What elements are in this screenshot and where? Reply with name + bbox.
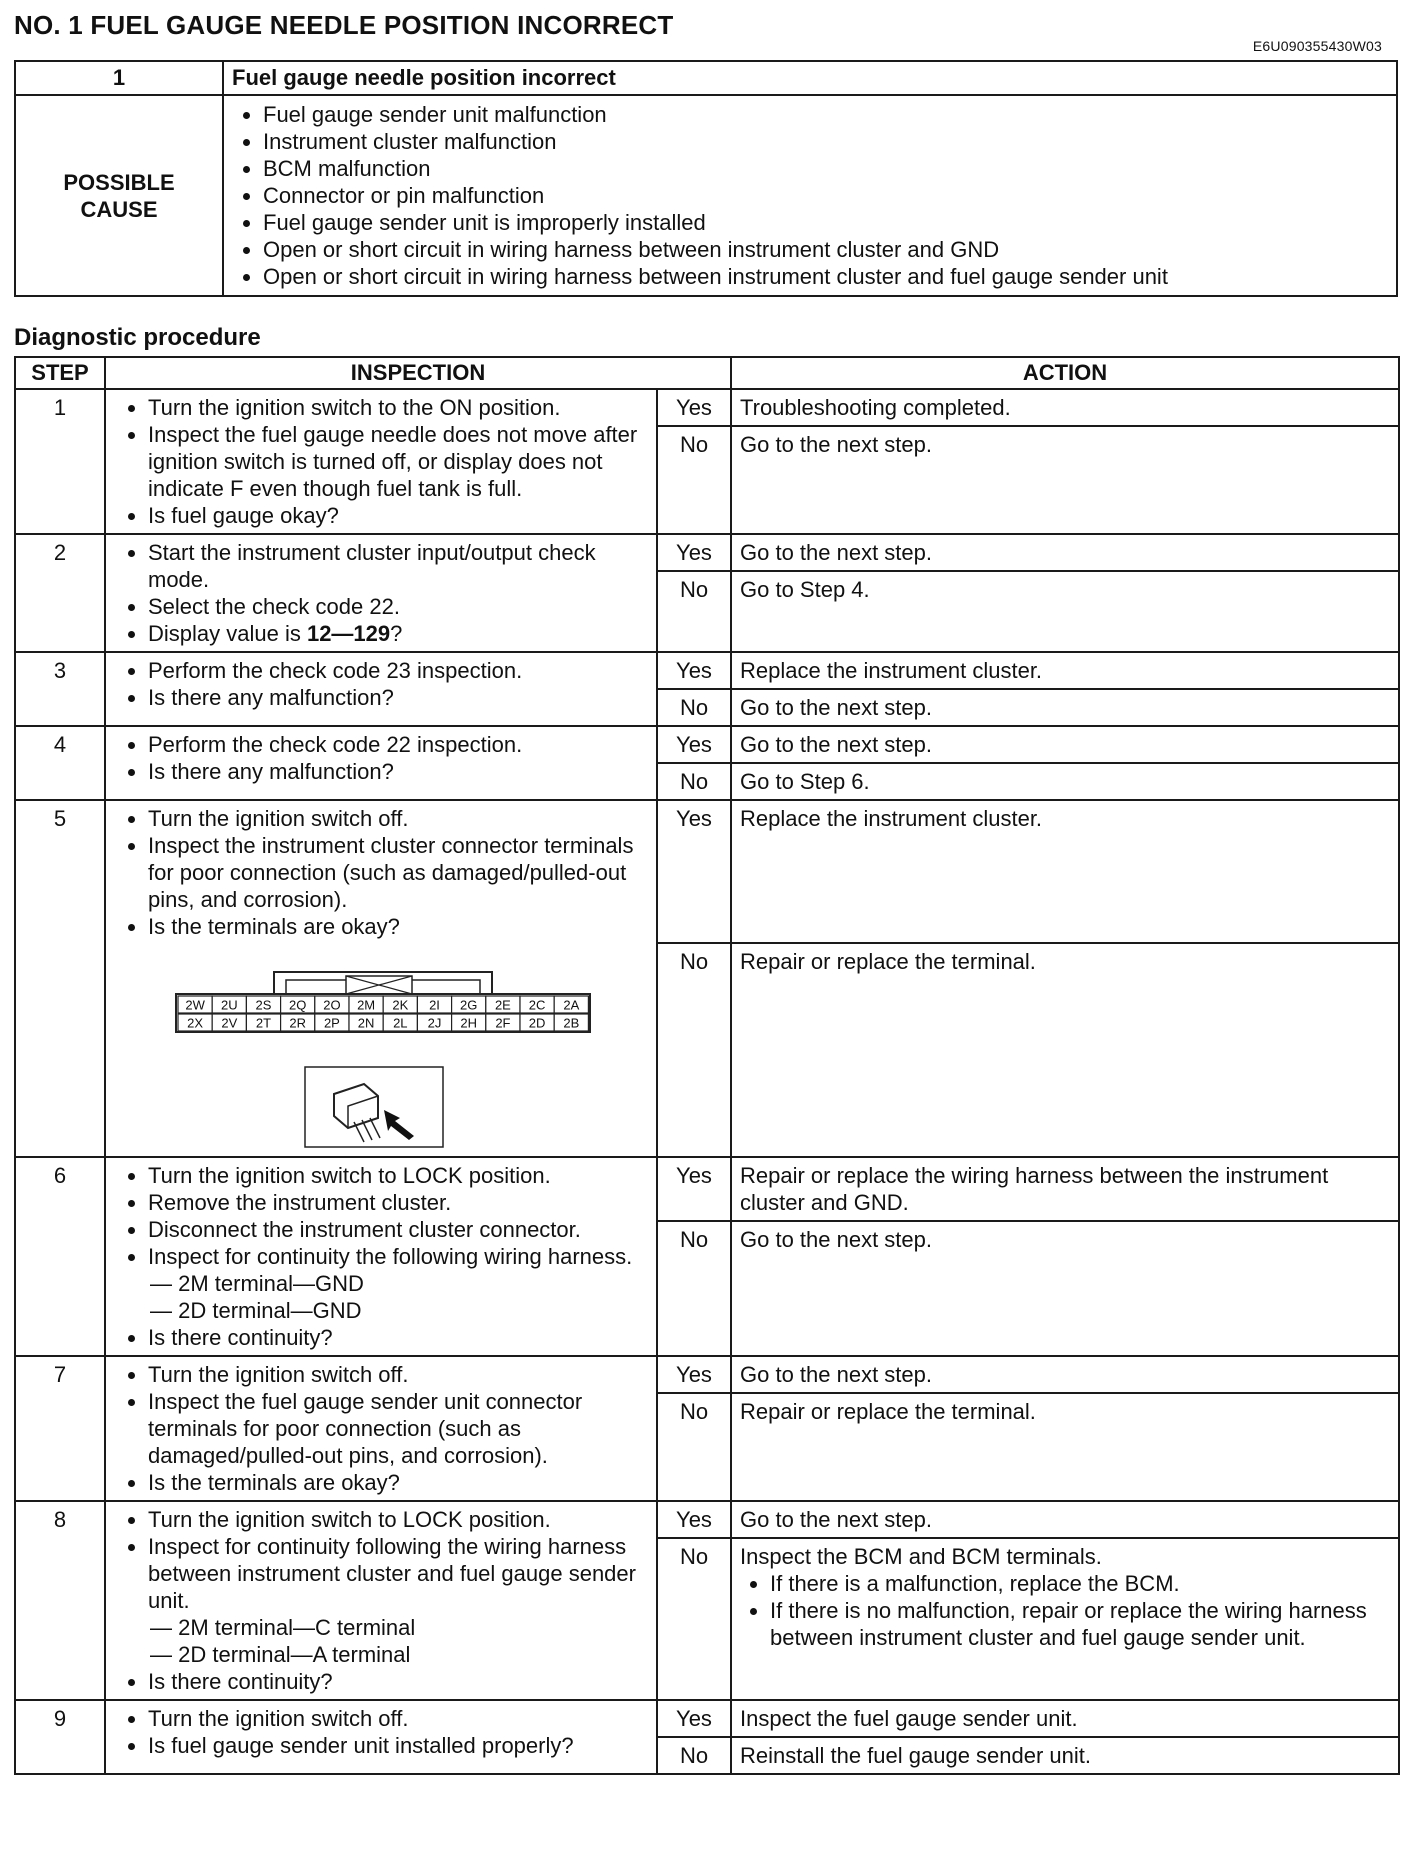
connector-pin-label: 2O bbox=[323, 997, 341, 1013]
step-inspection bbox=[105, 534, 657, 652]
connector-pin-label: 2E bbox=[494, 997, 511, 1013]
connector-pin-label: 2D bbox=[528, 1015, 546, 1031]
inspection-item: • Is the terminals are okay? bbox=[148, 1469, 650, 1496]
no-action: Go to Step 6. bbox=[731, 763, 1399, 800]
step-inspection bbox=[105, 1157, 657, 1356]
diagnostic-header-row bbox=[15, 357, 1399, 389]
possible-cause-item: • Instrument cluster malfunction bbox=[263, 128, 1395, 155]
connector-pin-label: 2R bbox=[289, 1015, 307, 1031]
trouble-title: Fuel gauge needle position incorrect bbox=[223, 61, 1397, 95]
connector-pin-label: 2F bbox=[495, 1015, 511, 1031]
inspection-item: • Is there continuity? bbox=[148, 1668, 650, 1695]
display-value-range: 12—129 bbox=[306, 621, 391, 646]
step-row bbox=[15, 1700, 1399, 1737]
inspection-item: • Remove the instrument cluster. bbox=[148, 1189, 650, 1216]
yes-action: Repair or replace the wiring harness between the instrument cluster and GND. bbox=[731, 1157, 1399, 1221]
connector-pin-label: 2X bbox=[187, 1015, 204, 1031]
yes-label: Yes bbox=[657, 1356, 731, 1393]
connector-pin-label: 2H bbox=[460, 1015, 478, 1031]
inspection-item: • Perform the check code 23 inspection. bbox=[148, 657, 650, 684]
inspection-item: • Turn the ignition switch off. bbox=[148, 1705, 650, 1732]
inspection-item bbox=[148, 620, 650, 647]
no-label: No bbox=[657, 1538, 731, 1700]
no-action-item: • If there is no malfunction, repair or replace the wiring harness between instrument cluster and fuel gauge sender unit. bbox=[770, 1597, 1390, 1651]
inspection-item: • Is there any malfunction? bbox=[148, 758, 650, 785]
yes-action: Inspect the fuel gauge sender unit. bbox=[731, 1700, 1399, 1737]
step-inspection bbox=[105, 1501, 657, 1700]
continuity-check-line: — 2D terminal—A terminal bbox=[150, 1642, 411, 1667]
possible-cause-row bbox=[15, 95, 1397, 296]
step-row bbox=[15, 1157, 1399, 1221]
step-inspection bbox=[105, 652, 657, 726]
document-page bbox=[14, 8, 1398, 1768]
inspection-header: INSPECTION bbox=[105, 357, 731, 389]
step-number: 5 bbox=[15, 800, 105, 1157]
no-label: No bbox=[657, 763, 731, 800]
yes-action: Go to the next step. bbox=[731, 1356, 1399, 1393]
yes-label: Yes bbox=[657, 800, 731, 943]
step-row bbox=[15, 389, 1399, 426]
yes-label: Yes bbox=[657, 726, 731, 763]
trouble-header-row bbox=[15, 61, 1397, 95]
no-action: Go to Step 4. bbox=[731, 571, 1399, 652]
inspection-item: • Start the instrument cluster input/output check mode. bbox=[148, 539, 650, 593]
yes-label: Yes bbox=[657, 389, 731, 426]
no-label: No bbox=[657, 426, 731, 534]
possible-cause-item: • Fuel gauge sender unit malfunction bbox=[263, 101, 1395, 128]
inspection-item: • Turn the ignition switch off. bbox=[148, 805, 650, 832]
yes-label: Yes bbox=[657, 1501, 731, 1538]
trouble-table bbox=[14, 60, 1398, 297]
no-label: No bbox=[657, 1221, 731, 1356]
step-row bbox=[15, 534, 1399, 571]
step-number: 8 bbox=[15, 1501, 105, 1700]
inspection-item: • Turn the ignition switch to LOCK position. bbox=[148, 1162, 650, 1189]
connector-pin-label: 2Q bbox=[289, 997, 307, 1013]
possible-cause-label bbox=[15, 95, 223, 296]
continuity-check-line: — 2M terminal—GND bbox=[150, 1271, 364, 1296]
yes-action: Replace the instrument cluster. bbox=[731, 652, 1399, 689]
connector-figure bbox=[174, 954, 650, 1148]
inspection-item: • Is the terminals are okay? bbox=[148, 913, 650, 940]
inspection-item: • Is fuel gauge okay? bbox=[148, 502, 650, 529]
step-inspection bbox=[105, 726, 657, 800]
connector-pin-label: 2P bbox=[323, 1015, 340, 1031]
connector-pin-label: 2N bbox=[357, 1015, 375, 1031]
no-action: Go to the next step. bbox=[731, 689, 1399, 726]
inspection-item: • Inspect the fuel gauge needle does not move after ignition switch is turned off, or display does not indicate F even though fuel tank is full. bbox=[148, 421, 650, 502]
possible-cause-list-cell bbox=[223, 95, 1397, 296]
no-label: No bbox=[657, 571, 731, 652]
possible-cause-item: • BCM malfunction bbox=[263, 155, 1395, 182]
step-number: 9 bbox=[15, 1700, 105, 1774]
inspection-text: Inspect for continuity following the wiring harness between instrument cluster and fuel gauge sender unit. bbox=[148, 1534, 636, 1613]
no-label: No bbox=[657, 1393, 731, 1501]
connector-pin-label: 2A bbox=[563, 997, 580, 1013]
connector-pin-label: 2V bbox=[221, 1015, 238, 1031]
inspection-item: • Is fuel gauge sender unit installed properly? bbox=[148, 1732, 650, 1759]
inspection-item: • Inspect the fuel gauge sender unit connector terminals for poor connection (such as damaged/pulled-out pins, and corrosion). bbox=[148, 1388, 650, 1469]
step-header: STEP bbox=[15, 357, 105, 389]
no-action: Reinstall the fuel gauge sender unit. bbox=[731, 1737, 1399, 1774]
yes-label: Yes bbox=[657, 652, 731, 689]
connector-pin-label: 2B bbox=[563, 1015, 580, 1031]
connector-pin-label: 2C bbox=[528, 997, 546, 1013]
connector-pin-label: 2M bbox=[357, 997, 376, 1013]
inspection-item: • Turn the ignition switch to LOCK position. bbox=[148, 1506, 650, 1533]
connector-pin-label: 2T bbox=[255, 1015, 272, 1031]
possible-cause-label-line2: CAUSE bbox=[80, 196, 158, 222]
connector-pinout-diagram bbox=[174, 954, 594, 1034]
continuity-check-line: — 2M terminal—C terminal bbox=[150, 1615, 416, 1640]
trouble-number: 1 bbox=[15, 61, 223, 95]
step-number: 4 bbox=[15, 726, 105, 800]
connector-pin-label: 2I bbox=[429, 997, 440, 1013]
action-header: ACTION bbox=[731, 357, 1399, 389]
step-row bbox=[15, 800, 1399, 943]
page-title: NO. 1 FUEL GAUGE NEEDLE POSITION INCORRECT bbox=[14, 10, 674, 40]
yes-action: Go to the next step. bbox=[731, 1501, 1399, 1538]
step-row bbox=[15, 652, 1399, 689]
step-inspection bbox=[105, 389, 657, 534]
possible-cause-list bbox=[225, 97, 1395, 294]
yes-label: Yes bbox=[657, 1700, 731, 1737]
connector-pin-label: 2G bbox=[460, 997, 478, 1013]
inspection-text: ? bbox=[390, 621, 403, 646]
step-row bbox=[15, 1356, 1399, 1393]
possible-cause-item: • Connector or pin malfunction bbox=[263, 182, 1395, 209]
connector-pin-label: 2L bbox=[393, 1015, 408, 1031]
no-label: No bbox=[657, 1737, 731, 1774]
inspection-item: • Is there any malfunction? bbox=[148, 684, 650, 711]
step-inspection bbox=[105, 1700, 657, 1774]
connector-pin-label: 2J bbox=[427, 1015, 442, 1031]
possible-cause-label-line1: POSSIBLE bbox=[63, 169, 175, 195]
continuity-check-line: — 2D terminal—GND bbox=[150, 1298, 362, 1323]
possible-cause-item: • Fuel gauge sender unit is improperly installed bbox=[263, 209, 1395, 236]
yes-label: Yes bbox=[657, 1157, 731, 1221]
possible-cause-item: • Open or short circuit in wiring harness between instrument cluster and fuel gauge sender unit bbox=[263, 263, 1395, 290]
step-inspection bbox=[105, 1356, 657, 1501]
step-inspection bbox=[105, 800, 657, 1157]
yes-action: Go to the next step. bbox=[731, 726, 1399, 763]
connector-pin-label: 2K bbox=[392, 997, 409, 1013]
inspection-item: • Turn the ignition switch to the ON position. bbox=[148, 394, 650, 421]
no-action: Go to the next step. bbox=[731, 1221, 1399, 1356]
no-action-text: Inspect the BCM and BCM terminals. bbox=[740, 1544, 1102, 1569]
connector-bottom-row bbox=[178, 1014, 588, 1031]
diagnostic-table bbox=[14, 356, 1400, 1775]
step-row bbox=[15, 1501, 1399, 1538]
connector-pin-label: 2W bbox=[185, 997, 205, 1013]
no-action: Repair or replace the terminal. bbox=[731, 943, 1399, 1157]
no-action: Repair or replace the terminal. bbox=[731, 1393, 1399, 1501]
inspection-item: • Inspect the instrument cluster connector terminals for poor connection (such as damaged/pulled-out pins, and corrosion). bbox=[148, 832, 650, 913]
yes-action: Go to the next step. bbox=[731, 534, 1399, 571]
step-row bbox=[15, 726, 1399, 763]
inspection-item: • Perform the check code 22 inspection. bbox=[148, 731, 650, 758]
no-action-item: • If there is a malfunction, replace the BCM. bbox=[770, 1570, 1390, 1597]
no-label: No bbox=[657, 689, 731, 726]
harness-side-connector-view bbox=[304, 1066, 444, 1148]
inspection-text: Inspect for continuity the following wiring harness. bbox=[148, 1244, 633, 1269]
step-number: 2 bbox=[15, 534, 105, 652]
no-label: No bbox=[657, 943, 731, 1157]
inspection-item: • Disconnect the instrument cluster connector. bbox=[148, 1216, 650, 1243]
step-number: 6 bbox=[15, 1157, 105, 1356]
connector-pin-label: 2S bbox=[255, 997, 272, 1013]
connector-top-row bbox=[178, 996, 588, 1013]
inspection-text: Display value is bbox=[148, 621, 307, 646]
document-code: E6U090355430W03 bbox=[1252, 38, 1382, 54]
inspection-item: • Turn the ignition switch off. bbox=[148, 1361, 650, 1388]
yes-label: Yes bbox=[657, 534, 731, 571]
step-number: 7 bbox=[15, 1356, 105, 1501]
possible-cause-item: • Open or short circuit in wiring harness between instrument cluster and GND bbox=[263, 236, 1395, 263]
diagnostic-procedure-heading: Diagnostic procedure bbox=[14, 324, 261, 351]
inspection-item bbox=[148, 1533, 650, 1668]
inspection-item: • Select the check code 22. bbox=[148, 593, 650, 620]
connector-pin-label: 2U bbox=[220, 997, 238, 1013]
step-number: 1 bbox=[15, 389, 105, 534]
yes-action: Troubleshooting completed. bbox=[731, 389, 1399, 426]
inspection-item: • Is there continuity? bbox=[148, 1324, 650, 1351]
no-action bbox=[731, 1538, 1399, 1700]
yes-action: Replace the instrument cluster. bbox=[731, 800, 1399, 943]
inspection-item bbox=[148, 1243, 650, 1324]
step-number: 3 bbox=[15, 652, 105, 726]
no-action: Go to the next step. bbox=[731, 426, 1399, 534]
